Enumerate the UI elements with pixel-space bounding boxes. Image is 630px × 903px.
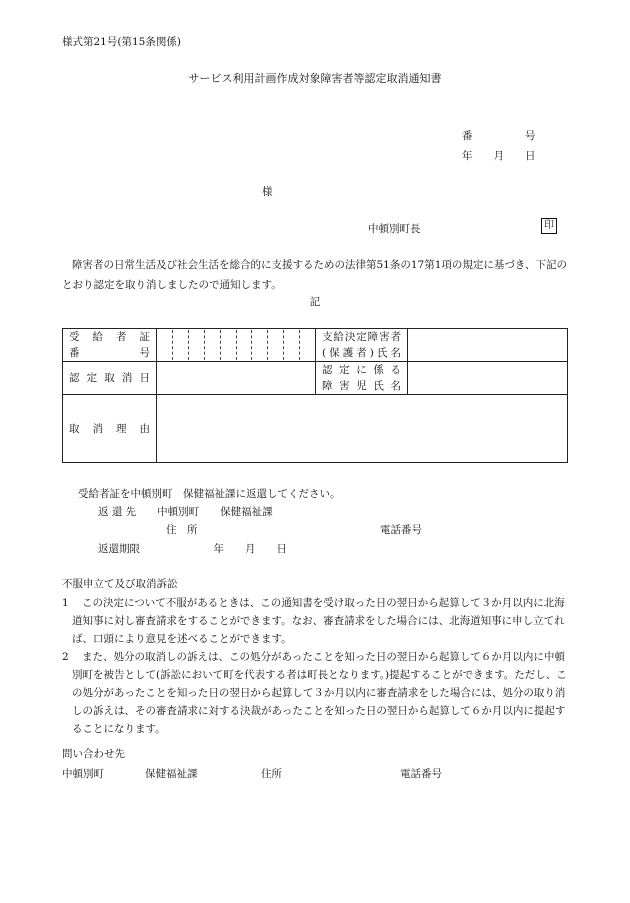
table-row xyxy=(63,395,568,463)
child-label-line-1: 認 定 に 係 る xyxy=(322,364,401,376)
guardian-label-line-1: 支給決定障害者 xyxy=(322,331,401,343)
reason-label: 取 消 理 由 xyxy=(69,422,150,435)
guardian-name-label-cell xyxy=(316,329,408,362)
document-number-line: 番 号 xyxy=(462,130,536,142)
cancel-date-label-cell xyxy=(63,362,157,395)
guardian-name-field[interactable] xyxy=(408,329,568,362)
item-text: この決定について不服があるときは、この通知書を受け取った日の翌日から起算して３か月以内に北海道知事に対し審査請求をすることができます。なお、審査請求をした場合には、北海道知事に申し立てれば、口頭により意見を述べることができます。 xyxy=(72,597,565,645)
cert-label-line-1: 受 給 者 証 xyxy=(69,331,150,343)
digit-box xyxy=(268,330,284,360)
cancel-date-field[interactable] xyxy=(157,362,316,395)
document-title: サービス利用計画作成対象障害者等認定取消通知書 xyxy=(188,72,442,85)
item-number: 2 xyxy=(62,651,69,663)
child-name-field[interactable] xyxy=(408,362,568,395)
reason-label-cell xyxy=(63,395,157,463)
digit-box xyxy=(157,330,173,360)
return-destination: 返 還 先 中頓別町 保健福祉課 xyxy=(98,506,273,518)
contact-address-label: 住所 xyxy=(261,768,282,780)
return-tel-label: 電話番号 xyxy=(380,524,422,536)
objection-heading: 不服申立て及び取消訴訟 xyxy=(62,578,178,590)
notice-body: 障害者の日常生活及び社会生活を総合的に支援するための法律第51条の17第1項の規定に基づき、下記のとおり認定を取り消しましたので通知します。 xyxy=(62,259,567,291)
reason-field[interactable] xyxy=(157,395,568,463)
contact-tel-label: 電話番号 xyxy=(400,768,442,780)
objection-item-2 xyxy=(62,648,570,738)
cert-number-digit-boxes[interactable] xyxy=(157,329,316,362)
certificate-table xyxy=(62,328,568,463)
guardian-label-line-2: (保護者)氏名 xyxy=(322,347,401,359)
table-row xyxy=(63,329,568,362)
return-address-label: 住 所 xyxy=(166,524,198,536)
digit-box xyxy=(284,330,300,360)
digit-box xyxy=(173,330,189,360)
digit-box xyxy=(300,330,315,360)
table-row xyxy=(63,362,568,395)
ki-heading: 記 xyxy=(309,296,321,308)
return-deadline: 返還期限 年 月 日 xyxy=(98,543,287,555)
digit-box xyxy=(205,330,221,360)
form-code: 様式第21号(第15条関係) xyxy=(62,36,181,48)
digit-box xyxy=(221,330,237,360)
item-number: 1 xyxy=(62,597,69,609)
digit-box xyxy=(252,330,268,360)
issuer-mayor: 中頓別町長 xyxy=(368,223,421,235)
digit-box xyxy=(189,330,205,360)
contact-town: 中頓別町 xyxy=(62,768,104,780)
objection-item-1 xyxy=(62,594,570,648)
cert-number-label-cell xyxy=(63,329,157,362)
seal-box: 印 xyxy=(541,218,557,234)
digit-box xyxy=(237,330,253,360)
addressee-suffix: 様 xyxy=(262,186,273,198)
contact-heading: 問い合わせ先 xyxy=(62,748,125,760)
document-date-line: 年 月 日 xyxy=(462,150,536,162)
return-instruction: 受給者証を中頓別町 保健福祉課に返還してください。 xyxy=(78,488,341,500)
child-label-line-2: 障 害 児 氏 名 xyxy=(322,380,401,392)
item-text: また、処分の取消しの訴えは、この処分があったことを知った日の翌日から起算して６か月以内に中頓別町を被告として(訴訟において町を代表する者は町長となります。)提起することができます。ただし、この処分があったことを知った日の翌日から起算して３か月以内に審査請求をした場合には、処分の取り消しの訴えは、その審査請求に対する決裁があったことを知った日の翌日から起算して６か月以内に提起することになります。 xyxy=(72,651,567,735)
cert-label-line-2: 番 号 xyxy=(69,347,150,359)
cancel-date-label: 認定取消日 xyxy=(69,372,150,384)
child-name-label-cell xyxy=(316,362,408,395)
contact-dept: 保健福祉課 xyxy=(145,768,198,780)
